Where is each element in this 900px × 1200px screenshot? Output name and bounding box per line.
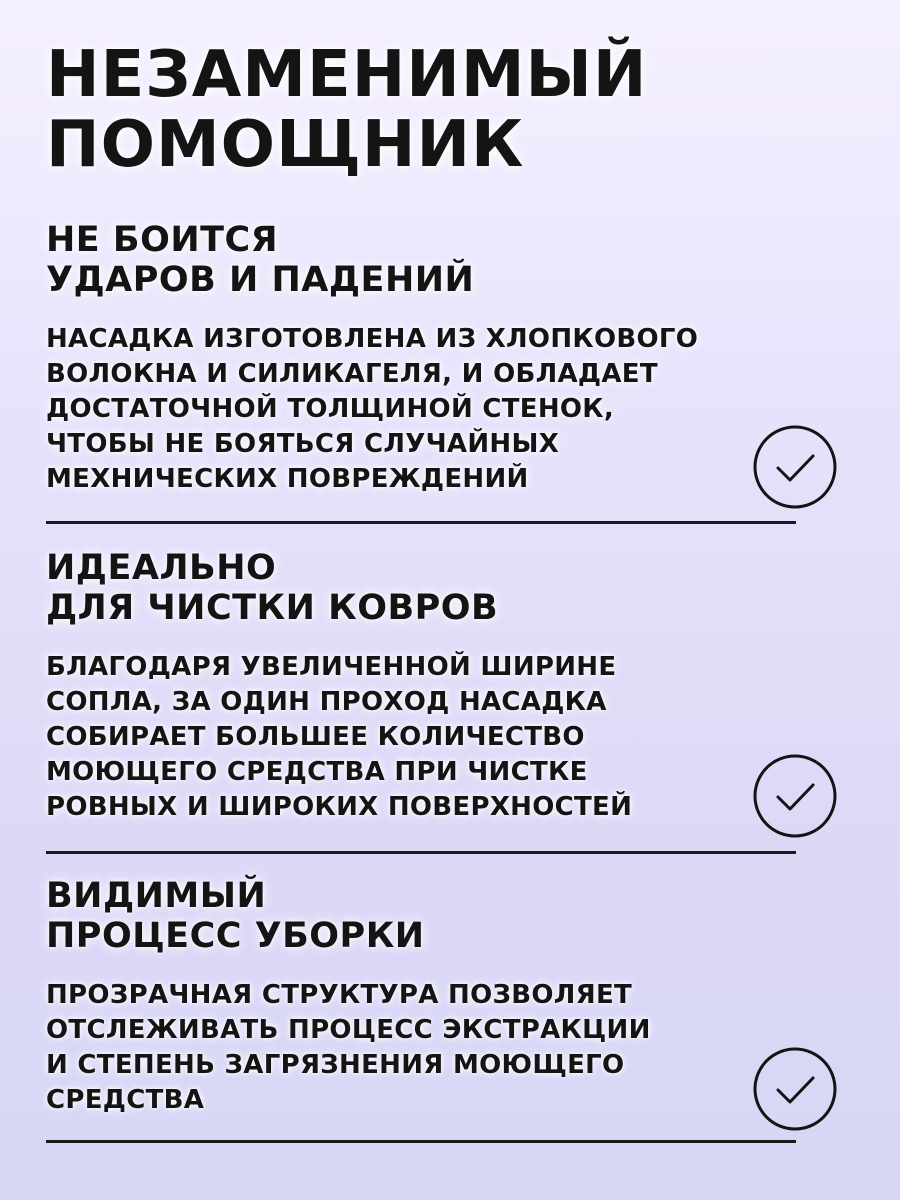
feature-visible-process xyxy=(46,876,806,1118)
feature-title-line: ДЛЯ ЧИСТКИ КОВРОВ xyxy=(46,588,499,628)
feature-description-line: И СТЕПЕНЬ ЗАГРЯЗНЕНИЯ МОЮЩЕГО xyxy=(46,1050,625,1080)
feature-description xyxy=(46,978,806,1118)
page-title-line-2: ПОМОЩНИК xyxy=(46,108,525,182)
feature-description-line: СОБИРАЕТ БОЛЬШЕЕ КОЛИЧЕСТВО xyxy=(46,722,585,752)
feature-description-line: СОПЛА, ЗА ОДИН ПРОХОД НАСАДКА xyxy=(46,687,607,717)
feature-description-line: СРЕДСТВА xyxy=(46,1085,205,1115)
feature-description xyxy=(46,322,806,497)
feature-description-line: МОЮЩЕГО СРЕДСТВА ПРИ ЧИСТКЕ xyxy=(46,757,588,787)
feature-description-line: ВОЛОКНА И СИЛИКАГЕЛЯ, И ОБЛАДАЕТ xyxy=(46,359,658,389)
feature-impact-resistance xyxy=(46,220,806,497)
page-title xyxy=(46,40,647,180)
section-divider xyxy=(46,1140,796,1143)
feature-description-line: ОТСЛЕЖИВАТЬ ПРОЦЕСС ЭКСТРАКЦИИ xyxy=(46,1015,651,1045)
page-title-line-1: НЕЗАМЕНИМЫЙ xyxy=(46,38,648,112)
feature-title xyxy=(46,876,806,956)
feature-title xyxy=(46,548,806,628)
section-divider xyxy=(46,851,796,854)
feature-title-line: НЕ БОИТСЯ xyxy=(46,220,279,260)
feature-title-line: ПРОЦЕСС УБОРКИ xyxy=(46,916,425,956)
feature-description-line: ДОСТАТОЧНОЙ ТОЛЩИНОЙ СТЕНОК, xyxy=(46,394,615,424)
feature-description-line: БЛАГОДАРЯ УВЕЛИЧЕННОЙ ШИРИНЕ xyxy=(46,652,617,682)
check-circle-icon xyxy=(752,424,838,510)
feature-title-line: ВИДИМЫЙ xyxy=(46,876,267,916)
feature-description-line: МЕХНИЧЕСКИХ ПОВРЕЖДЕНИЙ xyxy=(46,464,529,494)
check-circle-icon xyxy=(752,753,838,839)
check-circle-icon xyxy=(752,1046,838,1132)
feature-title-line: ИДЕАЛЬНО xyxy=(46,548,277,588)
feature-description-line: ЧТОБЫ НЕ БОЯТЬСЯ СЛУЧАЙНЫХ xyxy=(46,429,560,459)
feature-description-line: НАСАДКА ИЗГОТОВЛЕНА ИЗ ХЛОПКОВОГО xyxy=(46,324,699,354)
feature-title xyxy=(46,220,806,300)
feature-description-line: РОВНЫХ И ШИРОКИХ ПОВЕРХНОСТЕЙ xyxy=(46,792,633,822)
section-divider xyxy=(46,521,796,524)
feature-description xyxy=(46,650,806,825)
feature-description-line: ПРОЗРАЧНАЯ СТРУКТУРА ПОЗВОЛЯЕТ xyxy=(46,980,633,1010)
feature-carpet-cleaning xyxy=(46,548,806,825)
feature-title-line: УДАРОВ И ПАДЕНИЙ xyxy=(46,260,475,300)
